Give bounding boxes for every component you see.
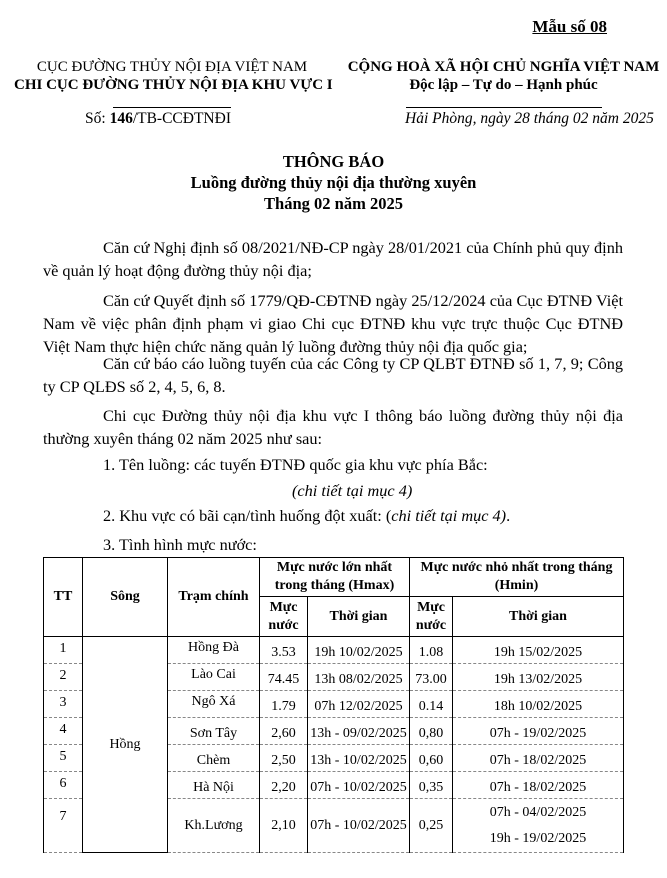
row-hmax-time: 13h - 09/02/2025 xyxy=(308,718,410,745)
header-hmin-time: Thời gian xyxy=(453,597,624,637)
agency-underline xyxy=(113,107,231,108)
doc-no-value: 146 xyxy=(109,110,133,127)
row-station: Ngô Xá xyxy=(168,691,260,718)
header-hmin-level: Mực nước xyxy=(410,597,453,637)
row-hmin: 0,35 xyxy=(410,772,453,799)
row-hmin-time: 19h 15/02/2025 xyxy=(453,637,624,664)
paragraph-announcement: Chi cục Đường thủy nội địa khu vực I thông báo luồng đường thủy nội địa thường xuyên tháng 02 năm 2025 như sau: xyxy=(43,406,623,448)
row-hmin: 73.00 xyxy=(410,664,453,691)
motto: Độc lập – Tự do – Hạnh phúc xyxy=(409,77,598,93)
item-channel-note: (chi tiết tại mục 4) xyxy=(292,481,413,500)
header-hmax-level: Mực nước xyxy=(260,597,308,637)
agency-parent: CỤC ĐƯỜNG THỦY NỘI ĐỊA VIỆT NAM xyxy=(36,59,308,75)
doc-subtitle: Luồng đường thủy nội địa thường xuyên xyxy=(190,173,477,192)
header-tt: TT xyxy=(44,558,83,637)
row-hmax-time: 13h - 10/02/2025 xyxy=(308,745,410,772)
paragraph-decision: Căn cứ Quyết định số 1779/QĐ-CĐTNĐ ngày 25/12/2024 của Cục ĐTNĐ Việt Nam về việc phân định phạm vi giao Chi cục ĐTNĐ khu vực trực thuộc Cục ĐTNĐ Việt Nam thực hiện chức năng quản lý luồng đường thủy nội địa quốc gia; xyxy=(43,291,623,356)
row-tt: 1 xyxy=(44,637,83,664)
item-shoals xyxy=(103,506,510,526)
row-tt: 4 xyxy=(44,718,83,745)
row-tt: 3 xyxy=(44,691,83,718)
row-hmax: 2,10 xyxy=(260,799,308,853)
row-hmin: 0,60 xyxy=(410,745,453,772)
row-hmax: 2,20 xyxy=(260,772,308,799)
river-name: Hồng xyxy=(83,637,168,853)
row-tt: 2 xyxy=(44,664,83,691)
row-hmin-time: 18h 10/02/2025 xyxy=(453,691,624,718)
item-shoals-label: 2. Khu vực có bãi cạn/tình huống đột xuất: ( xyxy=(103,506,392,525)
row-hmin-time: 07h - 19/02/2025 xyxy=(453,718,624,745)
row-hmax: 2,50 xyxy=(260,745,308,772)
agency-name: CHI CỤC ĐƯỜNG THỦY NỘI ĐỊA KHU VỰC I xyxy=(14,77,333,93)
doc-month: Tháng 02 năm 2025 xyxy=(264,194,403,213)
header-hmax-time: Thời gian xyxy=(308,597,410,637)
row-station: Hồng Đà xyxy=(168,637,260,664)
item-channel-name: 1. Tên luồng: các tuyến ĐTNĐ quốc gia khu vực phía Bắc: xyxy=(103,455,488,474)
row-hmax-time: 19h 10/02/2025 xyxy=(308,637,410,664)
header-river: Sông xyxy=(83,558,168,637)
row-station: Sơn Tây xyxy=(168,718,260,745)
row-hmin-time-2: 19h - 19/02/2025 xyxy=(489,830,587,846)
row-station: Kh.Lương xyxy=(168,799,260,853)
row-hmin-time-cell xyxy=(453,799,624,853)
row-hmax: 74.45 xyxy=(260,664,308,691)
row-hmax: 1.79 xyxy=(260,691,308,718)
row-hmax: 3.53 xyxy=(260,637,308,664)
agency-header xyxy=(14,58,333,113)
row-hmax-time: 07h - 10/02/2025 xyxy=(308,799,410,853)
motto-underline xyxy=(406,107,602,108)
table-row xyxy=(44,637,624,664)
row-hmax: 2,60 xyxy=(260,718,308,745)
header-station: Trạm chính xyxy=(168,558,260,637)
row-hmin: 0,25 xyxy=(410,799,453,853)
row-hmax-time: 07h - 10/02/2025 xyxy=(308,772,410,799)
header-hmin: Mực nước nhỏ nhất trong tháng (Hmin) xyxy=(410,558,624,597)
row-station: Hà Nội xyxy=(168,772,260,799)
doc-title: THÔNG BÁO xyxy=(282,152,385,171)
row-tt: 7 xyxy=(44,799,83,853)
row-hmin-time: 07h - 18/02/2025 xyxy=(453,745,624,772)
row-hmin: 1.08 xyxy=(410,637,453,664)
row-station: Chèm xyxy=(168,745,260,772)
row-hmin: 0.14 xyxy=(410,691,453,718)
water-level-table xyxy=(43,557,624,853)
place-date: Hải Phòng, ngày 28 tháng 02 năm 2025 xyxy=(405,110,654,127)
row-hmin-time: 07h - 04/02/2025 xyxy=(489,804,587,820)
row-hmin-time: 19h 13/02/2025 xyxy=(453,664,624,691)
item-shoals-suffix: . xyxy=(506,506,511,525)
nation-title: CỘNG HOÀ XÃ HỘI CHỦ NGHĨA VIỆT NAM xyxy=(347,59,660,75)
nation-header xyxy=(340,58,667,113)
paragraph-reports: Căn cứ báo cáo luồng tuyến của các Công ty CP QLBT ĐTNĐ số 1, 7, 9; Công ty CP QLĐS số 2, 4, 5, 6, 8. xyxy=(43,354,623,396)
form-number: Mẫu số 08 xyxy=(532,17,607,36)
row-hmin-time: 07h - 18/02/2025 xyxy=(453,772,624,799)
item-water-level: 3. Tình hình mực nước: xyxy=(103,535,257,554)
header-hmax: Mực nước lớn nhất trong tháng (Hmax) xyxy=(260,558,410,597)
row-tt: 6 xyxy=(44,772,83,799)
item-shoals-note: chi tiết tại mục 4) xyxy=(391,506,507,525)
row-hmax-time: 07h 12/02/2025 xyxy=(308,691,410,718)
row-hmax-time: 13h 08/02/2025 xyxy=(308,664,410,691)
doc-no-label: Số: xyxy=(85,110,106,127)
row-hmin: 0,80 xyxy=(410,718,453,745)
row-tt: 5 xyxy=(44,745,83,772)
document-number xyxy=(85,110,231,128)
paragraph-decree: Căn cứ Nghị định số 08/2021/NĐ-CP ngày 28/01/2021 của Chính phủ quy định về quản lý hoạt động đường thủy nội địa; xyxy=(43,238,623,280)
row-station: Lào Cai xyxy=(168,664,260,691)
doc-no-suffix: /TB-CCĐTNĐI xyxy=(132,110,231,127)
